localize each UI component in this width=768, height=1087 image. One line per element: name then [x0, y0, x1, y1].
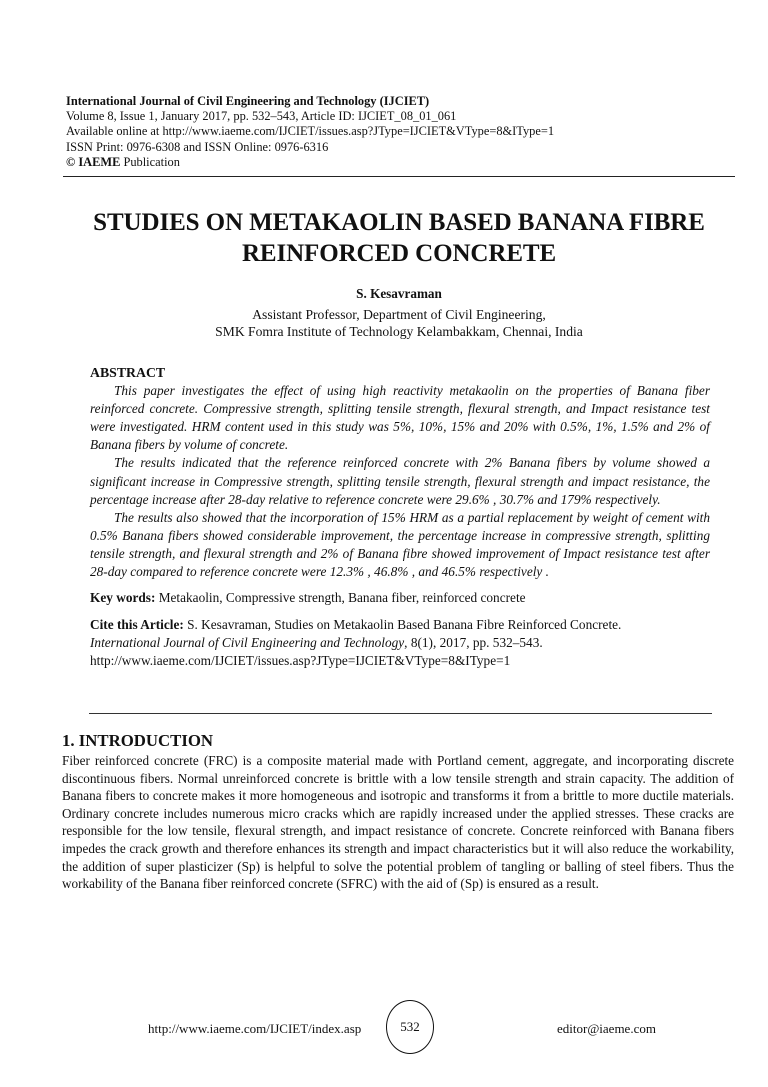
keywords	[90, 589, 710, 607]
abstract-paragraph-3: The results also showed that the incorporation of 15% HRM as a partial replacement by weight of cement with 0.5% Banana fibers showed considerable improvement, the percentage increase in compressive strength, splitting tensile strength, and flexural strength and 2% of Banana fibre showed improvement of Impact resistance test after 28-day compared to reference concrete were 12.3% , 46.8% , and 46.5% respectively .	[90, 509, 710, 580]
affiliation-line-1: Assistant Professor, Department of Civil Engineering,	[252, 306, 546, 322]
citation-details: , 8(1), 2017, pp. 532–543.	[404, 635, 543, 651]
introduction-heading: 1. INTRODUCTION	[62, 731, 214, 750]
paper-title-line-1: STUDIES ON METAKAOLIN BASED BANANA FIBRE	[93, 209, 705, 236]
header-divider	[63, 176, 735, 177]
citation-url[interactable]: http://www.iaeme.com/IJCIET/issues.asp?JType=IJCIET&VType=8&IType=1	[90, 653, 511, 669]
journal-header	[66, 94, 734, 170]
publisher-mark: © IAEME	[66, 154, 121, 169]
citation-label: Cite this Article:	[90, 617, 184, 633]
citation	[90, 616, 710, 670]
abstract-heading: ABSTRACT	[90, 365, 166, 380]
paper-title	[40, 207, 758, 269]
publisher-line	[66, 155, 734, 170]
citation-divider	[89, 713, 712, 714]
citation-text: S. Kesavraman, Studies on Metakaolin Based Banana Fibre Reinforced Concrete.	[183, 617, 622, 633]
abstract-paragraph-1: This paper investigates the effect of using high reactivity metakaolin on the properties of Banana fiber reinforced concrete. Compressive strength, splitting tensile strength, flexural strength, and Impact resistance test were investigated. HRM content used in this study was 5%, 10%, 15% and 20% with 0.5%, 1%, 1.5% and 2% of Banana fibers by volume of concrete.	[90, 383, 710, 453]
footer-email[interactable]: editor@iaeme.com	[557, 1021, 656, 1036]
keywords-text: Metakaolin, Compressive strength, Banana fiber, reinforced concrete	[155, 590, 526, 606]
introduction-section	[62, 731, 734, 893]
paper-title-line-2: REINFORCED CONCRETE	[241, 240, 557, 267]
publisher-word: Publication	[120, 154, 180, 169]
author-block	[60, 285, 738, 341]
footer-journal-url[interactable]: http://www.iaeme.com/IJCIET/index.asp	[148, 1021, 362, 1036]
abstract-paragraph-2: The results indicated that the reference reinforced concrete with 2% Banana fibers by volume showed a significant increase in Compressive strength, splitting tensile strength, flexural strength and impact resistance, the percentage increase after 28-day relative to reference concrete were 29.6% , 30.7% and 179% respectively.	[90, 455, 710, 507]
page-number: 532	[400, 1019, 420, 1034]
journal-title: International Journal of Civil Engineering and Technology (IJCIET)	[66, 94, 430, 108]
abstract-section	[90, 364, 710, 671]
page-number-circle	[386, 1000, 434, 1054]
affiliation-line-2: SMK Fomra Institute of Technology Kelambakkam, Chennai, India	[215, 324, 583, 339]
volume-line: Volume 8, Issue 1, January 2017, pp. 532–543, Article ID: IJCIET_08_01_061	[66, 109, 457, 124]
issn-line: ISSN Print: 0976-6308 and ISSN Online: 0976-6316	[66, 139, 329, 154]
citation-journal: International Journal of Civil Engineering and Technology	[90, 635, 405, 651]
page-footer	[0, 1000, 768, 1060]
keywords-label: Key words:	[90, 590, 156, 606]
available-online-line: Available online at http://www.iaeme.com/IJCIET/issues.asp?JType=IJCIET&VType=8&IType=1	[66, 124, 555, 139]
introduction-paragraph: Fiber reinforced concrete (FRC) is a composite material made with Portland cement, aggregate, and incorporating discrete discontinuous fibers. Normal unreinforced concrete is brittle with a low tensile strength and strain capacity. The addition of Banana fibers to concrete makes it more homogeneous and isotropic and transforms it from a brittle to more ductile materials. Ordinary concrete includes numerous micro cracks which are rapidly increased under the applied stresses. These cracks are responsible for the low tensile, flexural strength, and impact resistance of concrete. Concrete reinforced with Banana fibers impedes the crack growth and therefore enhances its strength and impact characteristics but it will also reduce the workability, the addition of super plasticizer (Sp) is helpful to solve the potential problem of tangling or balling of steel fibers. Thus the workability of the Banana fiber reinforced concrete (SFRC) with the aid of (Sp) is ensured as a result.	[62, 753, 734, 892]
author-name: S. Kesavraman	[356, 286, 442, 301]
